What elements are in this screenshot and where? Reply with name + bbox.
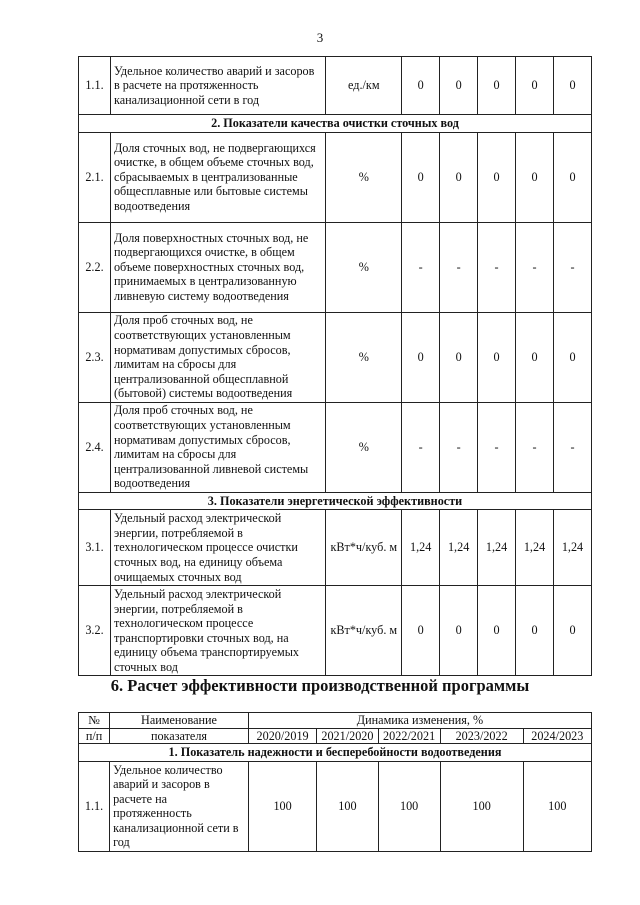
value-cell: - xyxy=(553,402,591,492)
indicator-name: Удельное количество аварий и засоров в расчете на протяженность канализационной сети в год xyxy=(110,761,249,851)
unit-cell: % xyxy=(326,222,402,312)
value-cell: 0 xyxy=(402,586,440,676)
indicator-name: Удельный расход электрической энергии, потребляемой в технологическом процессе очистки сточных вод, на единицу объема очищаемых сточных вод xyxy=(110,510,325,586)
value-cell: 1,24 xyxy=(402,510,440,586)
unit-cell: % xyxy=(326,132,402,222)
value-cell: 0 xyxy=(516,57,554,115)
section-row xyxy=(79,492,592,510)
indicators-table xyxy=(78,56,592,676)
unit-cell: % xyxy=(326,312,402,402)
value-cell: 1,24 xyxy=(478,510,516,586)
section-row xyxy=(79,115,592,133)
row-number: 1.1. xyxy=(79,57,111,115)
value-cell: 0 xyxy=(478,132,516,222)
section-row xyxy=(79,744,592,762)
value-cell: 0 xyxy=(402,57,440,115)
value-cell: 0 xyxy=(440,312,478,402)
table-row xyxy=(79,510,592,586)
section-heading: 3. Показатели энергетической эффективности xyxy=(79,492,592,510)
value-cell: - xyxy=(516,222,554,312)
name-header: Наименование xyxy=(110,713,249,729)
value-cell: 100 xyxy=(248,761,316,851)
dynamics-header: Динамика изменения, % xyxy=(248,713,591,729)
indicator-name: Доля проб сточных вод, не соответствующих установленным нормативам допустимых сбросов, лимитам на сбросы для централизованной общесплавной (бытовой) системы водоотведения xyxy=(110,312,325,402)
unit-cell: кВт*ч/куб. м xyxy=(326,510,402,586)
value-cell: 0 xyxy=(478,57,516,115)
value-cell: 0 xyxy=(553,132,591,222)
header-row xyxy=(79,713,592,729)
value-cell: - xyxy=(402,402,440,492)
table-row xyxy=(79,761,592,851)
header-row xyxy=(79,728,592,744)
section-6-title: 6. Расчет эффективности производственной программы xyxy=(110,676,530,695)
value-cell: 100 xyxy=(440,761,523,851)
row-number: 3.2. xyxy=(79,586,111,676)
num-header: № xyxy=(79,713,110,729)
row-number: 2.2. xyxy=(79,222,111,312)
row-number: 2.1. xyxy=(79,132,111,222)
value-cell: - xyxy=(516,402,554,492)
efficiency-table xyxy=(78,712,592,852)
value-cell: 1,24 xyxy=(440,510,478,586)
value-cell: 0 xyxy=(402,312,440,402)
value-cell: 0 xyxy=(516,312,554,402)
year-header: 2024/2023 xyxy=(523,728,591,744)
section-heading: 2. Показатели качества очистки сточных вод xyxy=(79,115,592,133)
table-row xyxy=(79,222,592,312)
unit-cell: % xyxy=(326,402,402,492)
row-number: 3.1. xyxy=(79,510,111,586)
value-cell: 0 xyxy=(553,586,591,676)
row-number: 2.4. xyxy=(79,402,111,492)
value-cell: 0 xyxy=(516,132,554,222)
value-cell: 0 xyxy=(440,57,478,115)
value-cell: 0 xyxy=(440,586,478,676)
value-cell: 0 xyxy=(516,586,554,676)
year-header: 2021/2020 xyxy=(317,728,378,744)
table-row xyxy=(79,312,592,402)
value-cell: - xyxy=(553,222,591,312)
value-cell: 0 xyxy=(440,132,478,222)
indicator-name: Доля проб сточных вод, не соответствующих установленным нормативам допустимых сбросов, лимитам на сбросы для централизованной ливневой системы водоотведения xyxy=(110,402,325,492)
value-cell: - xyxy=(402,222,440,312)
value-cell: 100 xyxy=(317,761,378,851)
unit-cell: ед./км xyxy=(326,57,402,115)
value-cell: 0 xyxy=(553,57,591,115)
value-cell: 100 xyxy=(523,761,591,851)
unit-cell: кВт*ч/куб. м xyxy=(326,586,402,676)
name-subheader: показателя xyxy=(110,728,249,744)
page-number: 3 xyxy=(316,30,324,45)
value-cell: 1,24 xyxy=(516,510,554,586)
value-cell: 1,24 xyxy=(553,510,591,586)
value-cell: 0 xyxy=(478,586,516,676)
value-cell: 0 xyxy=(402,132,440,222)
value-cell: - xyxy=(440,222,478,312)
row-number: 1.1. xyxy=(79,761,110,851)
year-header: 2022/2021 xyxy=(378,728,440,744)
num-subheader: п/п xyxy=(79,728,110,744)
indicator-name: Доля поверхностных сточных вод, не подвергающихся очистке, в общем объеме поверхностных сточных вод, принимаемых в централизованную ливневую систему водоотведения xyxy=(110,222,325,312)
value-cell: 0 xyxy=(553,312,591,402)
value-cell: - xyxy=(440,402,478,492)
table-row xyxy=(79,57,592,115)
table-row xyxy=(79,132,592,222)
year-header: 2020/2019 xyxy=(248,728,316,744)
value-cell: - xyxy=(478,222,516,312)
table-row xyxy=(79,586,592,676)
value-cell: 0 xyxy=(478,312,516,402)
row-number: 2.3. xyxy=(79,312,111,402)
indicator-name: Удельное количество аварий и засоров в расчете на протяженность канализационной сети в год xyxy=(110,57,325,115)
value-cell: 100 xyxy=(378,761,440,851)
indicator-name: Удельный расход электрической энергии, потребляемой в технологическом процессе транспортировки сточных вод, на единицу объема транспортируемых сточных вод xyxy=(110,586,325,676)
value-cell: - xyxy=(478,402,516,492)
table-row xyxy=(79,402,592,492)
year-header: 2023/2022 xyxy=(440,728,523,744)
indicator-name: Доля сточных вод, не подвергающихся очистке, в общем объеме сточных вод, сбрасываемых в централизованные общесплавные или бытовые системы водоотведения xyxy=(110,132,325,222)
section-heading: 1. Показатель надежности и бесперебойности водоотведения xyxy=(79,744,592,762)
